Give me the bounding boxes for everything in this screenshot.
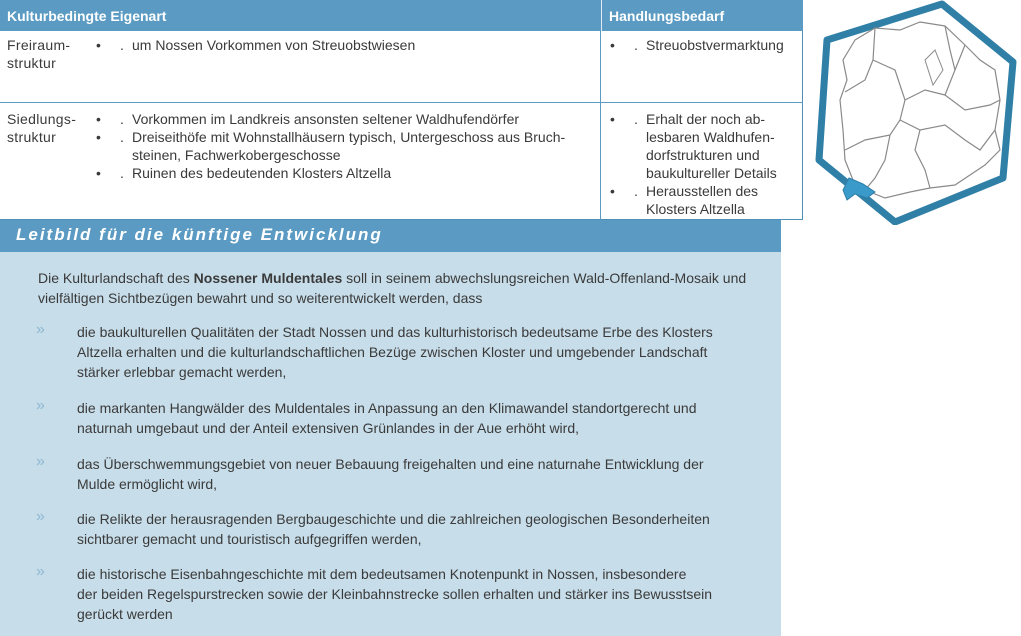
action-item (610, 110, 800, 128)
item-line: das Überschwemmungsgebiet von neuer Bebauung freigehalten und eine naturnahe Entwicklung der (77, 456, 704, 472)
period-mark: . (634, 111, 638, 127)
eigenart-table (0, 0, 803, 220)
leitbild-item-text (77, 509, 767, 549)
intro-text: soll in seinem abwechslungsreichen Wald-Offenland-Mosaik und (346, 270, 747, 286)
list-item (96, 128, 596, 146)
list-item (96, 36, 596, 54)
period-mark: . (634, 37, 638, 53)
leitbild-intro (38, 268, 780, 308)
period-mark: . (120, 37, 124, 53)
list-item-text: um Nossen Vorkommen von Streuobstwiesen (132, 37, 416, 53)
item-line: Altzella erhalten und die kulturlandschaftlichen Bezüge zwischen Kloster und umgebender Landschaft (77, 344, 708, 360)
list-item-text: steinen, Fachwerkobergeschosse (132, 147, 341, 163)
period-mark: . (120, 111, 124, 127)
row-label-siedlungsstruktur (7, 110, 76, 146)
action-item-text: Erhalt der noch ab- (646, 111, 766, 127)
item-line: naturnah umgebaut und der Anteil extensiven Grünlandes in der Aue erhöht wird, (77, 420, 579, 436)
period-mark: . (120, 165, 124, 181)
header-handlungsbedarf: Handlungsbedarf (609, 8, 725, 24)
row-label-freiraumstruktur (7, 36, 70, 72)
bullet-icon: • (610, 183, 615, 199)
list-item (96, 164, 596, 182)
action-item (610, 36, 800, 54)
item-line: die baukulturellen Qualitäten der Stadt Nossen und das kulturhistorisch bedeutsame Erbe des Klosters (77, 324, 713, 340)
bullet-icon: • (96, 111, 101, 127)
action-item-text: baukultureller Details (646, 165, 777, 181)
chevron-icon: » (36, 563, 45, 580)
action-item (610, 182, 800, 200)
bullet-icon: • (610, 111, 615, 127)
item-line: die markanten Hangwälder des Muldentales in Anpassung an den Klimawandel standortgerecht und (77, 400, 697, 416)
action-item-text: Klosters Altzella (646, 201, 745, 217)
row-label-line: Siedlungs- (7, 111, 77, 127)
list-item-continuation (96, 146, 596, 164)
locator-map (805, 0, 1021, 225)
header-kulturbedingte-eigenart: Kulturbedingte Eigenart (7, 8, 167, 24)
chevron-icon: » (36, 321, 45, 338)
leitbild-item-text (77, 322, 767, 382)
action-item-continuation (610, 146, 800, 164)
leitbild-item-text (77, 454, 767, 494)
action-item-text: Herausstellen des (646, 183, 759, 199)
bullet-icon: • (96, 37, 101, 53)
leitbild-title: Leitbild für die künftige Entwicklung (16, 225, 383, 244)
row-label-line: struktur (7, 55, 57, 71)
list-item (96, 110, 596, 128)
item-line: der beiden Regelspurstrecken sowie der Kleinbahnstrecke sollen erhalten und stärker ins Bewusstsein (77, 586, 713, 602)
row-label-line: Freiraum- (7, 37, 71, 53)
chevron-icon: » (36, 508, 45, 525)
chevron-icon: » (36, 453, 45, 470)
intro-line-2: vielfältigen Sichtbezügen bewahrt und so weiterentwickelt werden, dass (38, 290, 483, 306)
item-line: Mulde ermöglicht wird, (77, 476, 218, 492)
item-line: die Relikte der herausragenden Bergbaugeschichte und die zahlreichen geologischen Besonderheiten (77, 511, 710, 527)
period-mark: . (634, 183, 638, 199)
item-line: die historische Eisenbahngeschichte mit dem bedeutsamen Knotenpunkt in Nossen, insbesondere (77, 566, 687, 582)
header-divider (601, 0, 602, 31)
column-divider (600, 31, 601, 220)
action-item-text: lesbaren Waldhufen- (646, 129, 775, 145)
action-item-text: Streuobstvermarktung (646, 37, 784, 53)
chevron-icon: » (36, 397, 45, 414)
bullet-icon: • (610, 37, 615, 53)
item-line: gerückt werden (77, 606, 173, 622)
leitbild-item-text (77, 398, 767, 438)
bullet-icon: • (96, 129, 101, 145)
action-item-continuation (610, 200, 800, 218)
intro-line-1 (38, 268, 780, 288)
hexagon-map-icon (805, 0, 1021, 225)
intro-bold-region: Nossener Muldentales (193, 270, 343, 286)
row-divider (0, 102, 803, 103)
row-label-line: struktur (7, 129, 57, 145)
intro-text: Die Kulturlandschaft des (38, 270, 190, 286)
leitbild-banner (0, 220, 781, 252)
period-mark: . (120, 129, 124, 145)
leitbild-item-text (77, 564, 767, 624)
table-header (0, 0, 803, 31)
action-item-continuation (610, 164, 800, 182)
list-item-text: Ruinen des bedeutenden Klosters Altzella (132, 165, 392, 181)
list-item-text: Dreiseithöfe mit Wohnstallhäusern typisch, Untergeschoss aus Bruch- (132, 129, 566, 145)
action-item-continuation (610, 128, 800, 146)
item-line: stärker erlebbar gemacht werden, (77, 364, 287, 380)
bullet-icon: • (96, 165, 101, 181)
list-item-text: Vorkommen im Landkreis ansonsten seltener Waldhufendörfer (132, 111, 520, 127)
item-line: sichtbarer gemacht und touristisch aufgegriffen werden, (77, 531, 422, 547)
action-item-text: dorfstrukturen und (646, 147, 760, 163)
